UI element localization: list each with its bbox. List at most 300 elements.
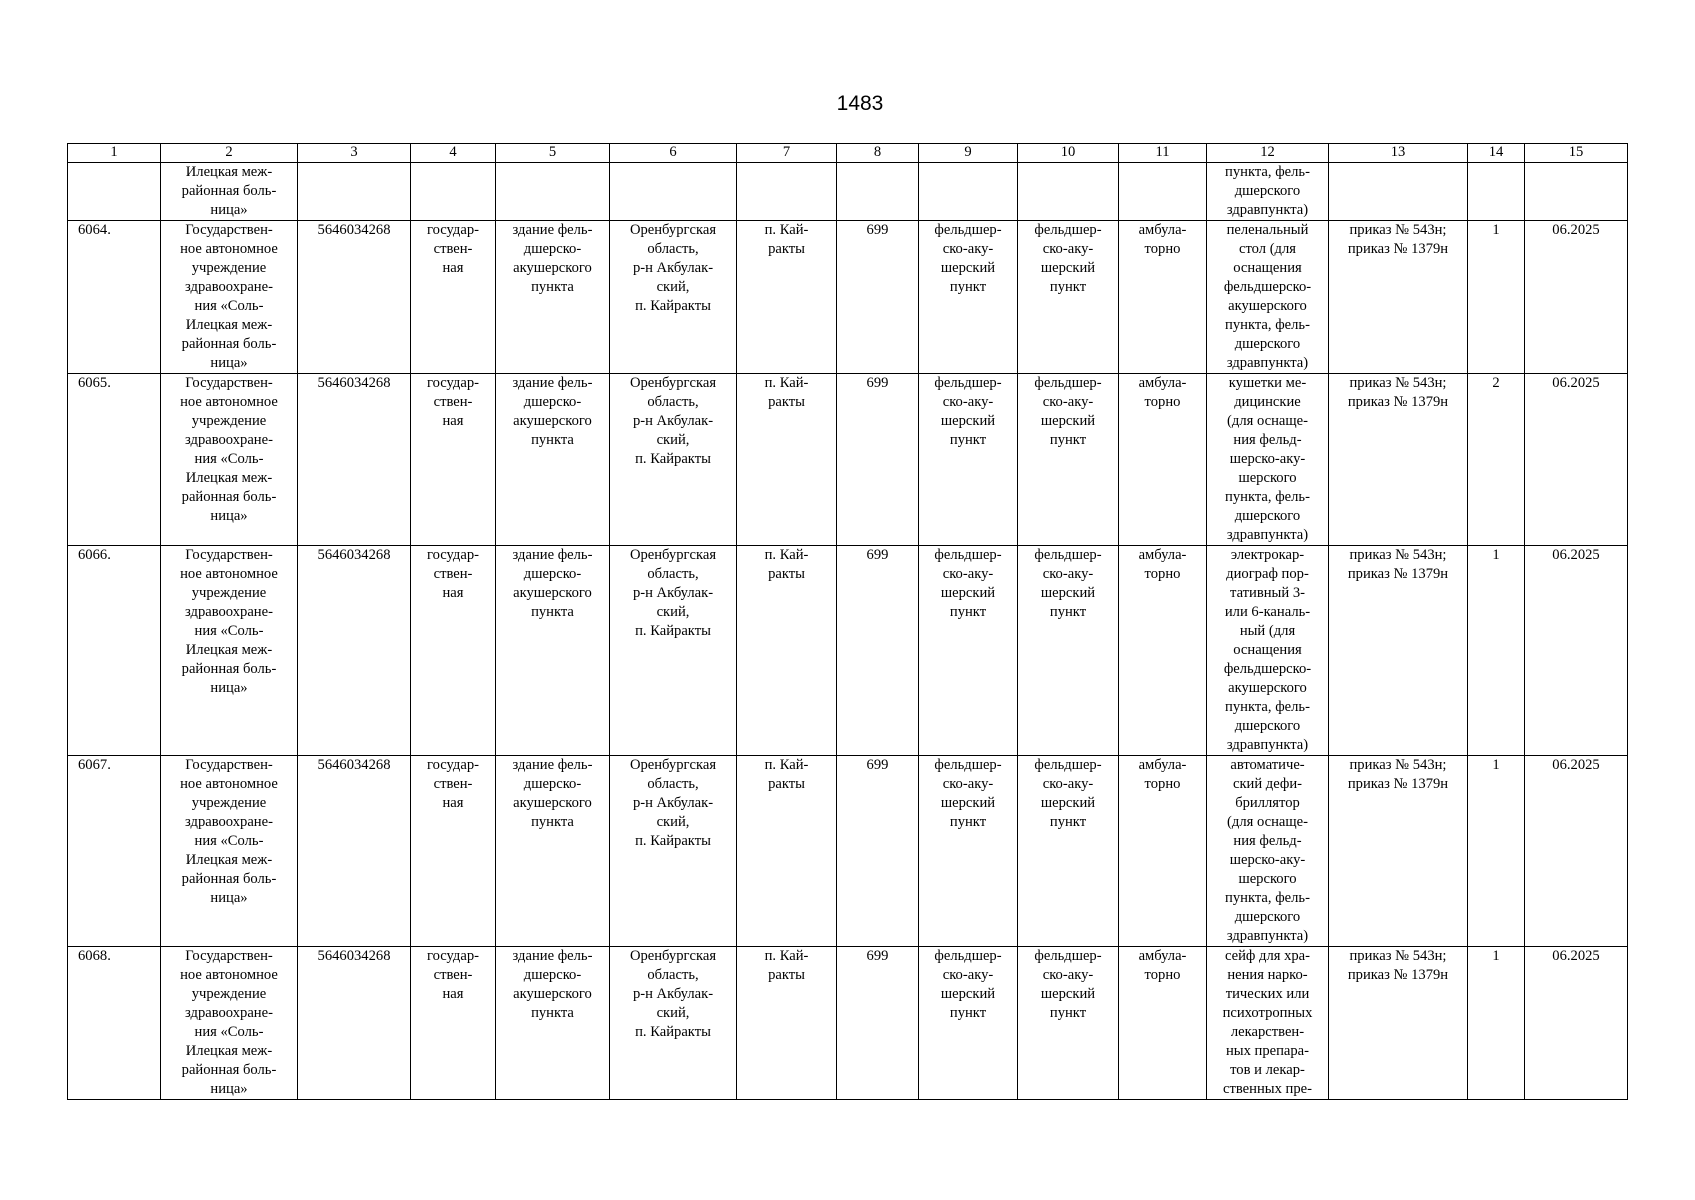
cell-inn: 5646034268 (298, 546, 411, 756)
text-line: ния фельд- (1233, 833, 1302, 849)
text-line: фельдшер- (1034, 948, 1102, 964)
text-line: фельдшер- (934, 547, 1002, 563)
text-line: дшерского (1234, 909, 1301, 925)
text-line: ное автономное (180, 776, 278, 792)
text-line: фельдшерско- (1223, 279, 1312, 295)
text-line: шерский (1040, 260, 1096, 276)
text-line: шерский (1040, 413, 1096, 429)
cell-care-form (1119, 221, 1207, 374)
text-line: учреждение (191, 260, 267, 276)
text-line: пункта, фель- (1225, 699, 1310, 715)
column-header: 15 (1525, 144, 1628, 163)
text-line: п. Кайракты (635, 1024, 711, 1040)
text-line: амбула- (1138, 375, 1187, 391)
text-line: ствен- (433, 967, 473, 983)
column-header: 6 (610, 144, 737, 163)
text-line: п. Кай- (764, 547, 809, 563)
text-line: ный (для (1239, 623, 1296, 639)
text-line: п. Кайракты (635, 623, 711, 639)
text-line: пункт (949, 432, 987, 448)
text-line: оснащения (1233, 260, 1302, 276)
text-line: пункта (531, 279, 574, 295)
text-line: ско-аку- (1042, 241, 1094, 257)
text-line: государ- (426, 375, 479, 391)
cell-facility-type (919, 546, 1018, 756)
table-row (68, 756, 1628, 947)
column-header: 11 (1119, 144, 1207, 163)
text-line: Государствен- (185, 757, 273, 773)
text-line: область, (647, 566, 699, 582)
text-line: ский, (656, 1005, 690, 1021)
text-line: ско-аку- (1042, 394, 1094, 410)
text-line: область, (647, 241, 699, 257)
cell-care-form (1119, 546, 1207, 756)
cell-ownership (411, 756, 496, 947)
text-line: ница» (210, 1081, 248, 1097)
text-line: приказ № 1379н (1347, 967, 1449, 983)
text-line: пункт (1049, 432, 1087, 448)
text-line: Государствен- (185, 547, 273, 563)
text-line: учреждение (191, 986, 267, 1002)
text-line: Илецкая меж- (185, 470, 273, 486)
table-row (68, 374, 1628, 546)
cell-inn: 5646034268 (298, 756, 411, 947)
text-line: ния «Соль- (194, 833, 264, 849)
text-line: фельдшер- (1034, 375, 1102, 391)
text-line: ных препара- (1225, 1043, 1310, 1059)
text-line: здравоохране- (185, 279, 273, 295)
cell-facility-name (1018, 756, 1119, 947)
text-line: ния «Соль- (194, 451, 264, 467)
text-line: психотропных (1222, 1005, 1313, 1021)
text-line: ский, (656, 279, 690, 295)
text-line: здание фель- (512, 222, 593, 238)
text-line: область, (647, 967, 699, 983)
text-line: ствен- (433, 394, 473, 410)
text-line: ница» (210, 508, 248, 524)
cell-basis (1329, 221, 1468, 374)
cell-facility-name (1018, 221, 1119, 374)
cell-population: 699 (837, 947, 919, 1100)
text-line: приказ № 1379н (1347, 394, 1449, 410)
text-line: акушерского (1228, 680, 1307, 696)
text-line: здравоохране- (185, 1005, 273, 1021)
text-line: здравоохране- (185, 814, 273, 830)
text-line: шерский (940, 795, 996, 811)
text-line: ния «Соль- (194, 623, 264, 639)
cell-inn: 5646034268 (298, 374, 411, 546)
cell-num: 6068. (68, 947, 161, 1100)
text-line: ное автономное (180, 241, 278, 257)
text-line: ракты (768, 241, 805, 257)
cell-population: 699 (837, 546, 919, 756)
text-line: районная боль- (181, 871, 277, 887)
text-line: пункт (949, 814, 987, 830)
column-header: 8 (837, 144, 919, 163)
text-line: пункт (949, 279, 987, 295)
text-line: государ- (426, 547, 479, 563)
text-line: шерского (1238, 871, 1297, 887)
text-line: здание фель- (512, 547, 593, 563)
text-line: приказ № 1379н (1347, 241, 1449, 257)
text-line: районная боль- (181, 183, 277, 199)
cell-inn: 5646034268 (298, 947, 411, 1100)
cell-building (496, 546, 610, 756)
cell-num: 6065. (68, 374, 161, 546)
text-line: акушерского (513, 585, 592, 601)
cell-date: 06.2025 (1525, 546, 1628, 756)
text-line: ский дефи- (1232, 776, 1303, 792)
text-line: ский, (656, 432, 690, 448)
text-line: кушетки ме- (1228, 375, 1307, 391)
cell-equipment (1207, 947, 1329, 1100)
text-line: пункт (1049, 1005, 1087, 1021)
text-line: амбула- (1138, 948, 1187, 964)
text-line: акушерского (513, 260, 592, 276)
text-line: п. Кай- (764, 375, 809, 391)
cell-ownership (411, 221, 496, 374)
text-line: пункта, фель- (1225, 317, 1310, 333)
cell-ownership (411, 374, 496, 546)
text-line: районная боль- (181, 489, 277, 505)
cell-qty: 2 (1468, 374, 1525, 546)
text-line: амбула- (1138, 757, 1187, 773)
text-line: п. Кайракты (635, 298, 711, 314)
text-line: здание фель- (512, 948, 593, 964)
text-line: оснащения (1233, 642, 1302, 658)
text-line: дшерско- (523, 394, 582, 410)
cell-facility-type (919, 374, 1018, 546)
text-line: приказ № 1379н (1347, 566, 1449, 582)
cell-basis (1329, 374, 1468, 546)
cell-address (610, 221, 737, 374)
cell-settlement (737, 546, 837, 756)
text-line: Оренбургская (629, 757, 717, 773)
text-line: дшерского (1234, 183, 1301, 199)
text-line: шерский (940, 413, 996, 429)
column-header: 12 (1207, 144, 1329, 163)
text-line: ственных пре- (1223, 1081, 1312, 1097)
text-line: дшерского (1234, 336, 1301, 352)
text-line: приказ № 543н; (1349, 948, 1447, 964)
text-line: приказ № 543н; (1349, 757, 1447, 773)
text-line: ракты (768, 776, 805, 792)
column-header: 4 (411, 144, 496, 163)
text-line: ракты (768, 566, 805, 582)
text-line: Илецкая меж- (185, 852, 273, 868)
cell-num: 6067. (68, 756, 161, 947)
cell-equipment (1207, 546, 1329, 756)
cell-care-form (1119, 756, 1207, 947)
header-row (68, 144, 1628, 163)
text-line: пеленальный (1226, 222, 1309, 238)
cell-org (161, 221, 298, 374)
text-line: дшерско- (523, 967, 582, 983)
text-line: пункта (531, 1005, 574, 1021)
text-line: ствен- (433, 566, 473, 582)
cell-care-form (1119, 947, 1207, 1100)
cell-equipment (1207, 163, 1329, 221)
text-line: или 6-каналь- (1224, 604, 1311, 620)
column-header: 2 (161, 144, 298, 163)
text-line: государ- (426, 757, 479, 773)
registry-table (67, 143, 1628, 1100)
text-line: Оренбургская (629, 948, 717, 964)
text-line: шерско-аку- (1229, 451, 1306, 467)
text-line: ния фельд- (1233, 432, 1302, 448)
cell-population: 699 (837, 221, 919, 374)
text-line: государ- (426, 948, 479, 964)
cell-num (68, 163, 161, 221)
text-line: приказ № 1379н (1347, 776, 1449, 792)
cell-date: 06.2025 (1525, 221, 1628, 374)
cell-facility-name (1018, 947, 1119, 1100)
text-line: шерско-аку- (1229, 852, 1306, 868)
text-line: р-н Акбулак- (632, 413, 714, 429)
table-row (68, 947, 1628, 1100)
cell-address (610, 756, 737, 947)
text-line: ствен- (433, 776, 473, 792)
cell-care-form (1119, 374, 1207, 546)
text-line: Илецкая меж- (185, 642, 273, 658)
cell-address (610, 947, 737, 1100)
text-line: торно (1144, 241, 1181, 257)
text-line: ная (442, 260, 464, 276)
cell-num: 6064. (68, 221, 161, 374)
table-row (68, 546, 1628, 756)
text-line: диограф пор- (1226, 566, 1309, 582)
cell-facility-type (919, 221, 1018, 374)
text-line: приказ № 543н; (1349, 375, 1447, 391)
cell-settlement (737, 947, 837, 1100)
cell-population: 699 (837, 374, 919, 546)
text-line: (для оснаще- (1227, 413, 1308, 429)
text-line: Оренбургская (629, 547, 717, 563)
text-line: фельдшерско- (1223, 661, 1312, 677)
text-line: ная (442, 585, 464, 601)
text-line: ракты (768, 394, 805, 410)
text-line: (для оснаще- (1227, 814, 1308, 830)
cell-equipment (1207, 374, 1329, 546)
text-line: фельдшер- (1034, 547, 1102, 563)
text-line: пункта, фель- (1225, 164, 1310, 180)
text-line: ная (442, 986, 464, 1002)
cell-inn: 5646034268 (298, 221, 411, 374)
text-line: акушерского (1228, 298, 1307, 314)
text-line: п. Кайракты (635, 833, 711, 849)
cell-ownership (411, 947, 496, 1100)
text-line: шерский (1040, 795, 1096, 811)
text-line: приказ № 543н; (1349, 547, 1447, 563)
cell-num: 6066. (68, 546, 161, 756)
text-line: ский, (656, 814, 690, 830)
text-line: ное автономное (180, 394, 278, 410)
cell-facility-type (919, 756, 1018, 947)
cell-date: 06.2025 (1525, 947, 1628, 1100)
cell-equipment (1207, 221, 1329, 374)
text-line: торно (1144, 566, 1181, 582)
text-line: ско-аку- (942, 967, 994, 983)
cell-settlement (737, 374, 837, 546)
text-line: дшерско- (523, 241, 582, 257)
text-line: амбула- (1138, 222, 1187, 238)
text-line: стол (для (1239, 241, 1296, 257)
page-number: 1483 (836, 92, 884, 115)
text-line: здание фель- (512, 757, 593, 773)
text-line: ница» (210, 355, 248, 371)
text-line: ствен- (433, 241, 473, 257)
text-line: р-н Акбулак- (632, 260, 714, 276)
text-line: шерский (940, 585, 996, 601)
cell-basis (1329, 947, 1468, 1100)
text-line: Илецкая меж- (185, 317, 273, 333)
text-line: ния «Соль- (194, 298, 264, 314)
cell-org (161, 756, 298, 947)
text-line: ная (442, 795, 464, 811)
text-line: фельдшер- (934, 757, 1002, 773)
text-line: бриллятор (1235, 795, 1300, 811)
text-line: ско-аку- (942, 394, 994, 410)
column-header: 10 (1018, 144, 1119, 163)
cell-date: 06.2025 (1525, 374, 1628, 546)
text-line: тических или (1225, 986, 1310, 1002)
text-line: ско-аку- (942, 566, 994, 582)
text-line: Государствен- (185, 948, 273, 964)
text-line: здание фель- (512, 375, 593, 391)
cell-settlement (737, 756, 837, 947)
text-line: сейф для хра- (1224, 948, 1311, 964)
text-line: ное автономное (180, 967, 278, 983)
text-line: приказ № 543н; (1349, 222, 1447, 238)
text-line: ский, (656, 604, 690, 620)
column-header: 1 (68, 144, 161, 163)
text-line: дицинские (1234, 394, 1301, 410)
text-line: Оренбургская (629, 375, 717, 391)
text-line: пункт (1049, 604, 1087, 620)
column-header: 13 (1329, 144, 1468, 163)
text-line: р-н Акбулак- (632, 585, 714, 601)
cell-org (161, 163, 298, 221)
column-header: 9 (919, 144, 1018, 163)
text-line: пункта (531, 604, 574, 620)
registry-rows (68, 221, 1628, 1100)
text-line: дшерского (1234, 718, 1301, 734)
text-line: амбула- (1138, 547, 1187, 563)
continuation-row (68, 163, 1628, 221)
text-line: п. Кай- (764, 757, 809, 773)
text-line: электрокар- (1230, 547, 1305, 563)
cell-address (610, 546, 737, 756)
text-line: ско-аку- (1042, 776, 1094, 792)
text-line: лекарствен- (1230, 1024, 1305, 1040)
text-line: ско-аку- (942, 776, 994, 792)
text-line: пункта, фель- (1225, 489, 1310, 505)
text-line: автоматиче- (1230, 757, 1305, 773)
text-line: п. Кай- (764, 948, 809, 964)
text-line: тов и лекар- (1230, 1062, 1305, 1078)
text-line: дшерско- (523, 776, 582, 792)
column-header: 7 (737, 144, 837, 163)
text-line: учреждение (191, 585, 267, 601)
cell-qty: 1 (1468, 947, 1525, 1100)
cell-org (161, 546, 298, 756)
text-line: Оренбургская (629, 222, 717, 238)
text-line: районная боль- (181, 661, 277, 677)
text-line: ско-аку- (1042, 566, 1094, 582)
table-row (68, 221, 1628, 374)
text-line: ница» (210, 680, 248, 696)
column-header: 5 (496, 144, 610, 163)
cell-date: 06.2025 (1525, 756, 1628, 947)
text-line: пункт (1049, 814, 1087, 830)
text-line: акушерского (513, 795, 592, 811)
text-line: пункт (949, 1005, 987, 1021)
text-line: область, (647, 776, 699, 792)
text-line: р-н Акбулак- (632, 986, 714, 1002)
cell-building (496, 374, 610, 546)
cell-qty: 1 (1468, 756, 1525, 947)
cell-building (496, 221, 610, 374)
text-line: здравпункта) (1226, 202, 1309, 218)
text-line: фельдшер- (934, 948, 1002, 964)
text-line: здравпункта) (1226, 928, 1309, 944)
text-line: шерский (940, 260, 996, 276)
text-line: здравоохране- (185, 432, 273, 448)
text-line: пункта (531, 814, 574, 830)
text-line: пункт (1049, 279, 1087, 295)
column-header: 3 (298, 144, 411, 163)
text-line: дшерского (1234, 508, 1301, 524)
text-line: торно (1144, 967, 1181, 983)
text-line: районная боль- (181, 336, 277, 352)
text-line: шерского (1238, 470, 1297, 486)
cell-address (610, 374, 737, 546)
text-line: нения нарко- (1227, 967, 1308, 983)
text-line: здравпункта) (1226, 527, 1309, 543)
text-line: учреждение (191, 413, 267, 429)
text-line: ница» (210, 202, 248, 218)
text-line: акушерского (513, 986, 592, 1002)
text-line: шерский (1040, 986, 1096, 1002)
text-line: Государствен- (185, 375, 273, 391)
text-line: п. Кай- (764, 222, 809, 238)
cell-facility-name (1018, 546, 1119, 756)
text-line: область, (647, 394, 699, 410)
cell-settlement (737, 221, 837, 374)
text-line: здравоохране- (185, 604, 273, 620)
cell-facility-type (919, 947, 1018, 1100)
cell-ownership (411, 546, 496, 756)
cell-org (161, 374, 298, 546)
text-line: ница» (210, 890, 248, 906)
text-line: здравпункта) (1226, 355, 1309, 371)
text-line: тативный 3- (1230, 585, 1305, 601)
text-line: ная (442, 413, 464, 429)
text-line: фельдшер- (1034, 757, 1102, 773)
text-line: ное автономное (180, 566, 278, 582)
text-line: ско-аку- (1042, 967, 1094, 983)
text-line: п. Кайракты (635, 451, 711, 467)
cell-qty: 1 (1468, 221, 1525, 374)
cell-basis (1329, 756, 1468, 947)
text-line: пункт (949, 604, 987, 620)
column-header: 14 (1468, 144, 1525, 163)
text-line: торно (1144, 776, 1181, 792)
cell-qty: 1 (1468, 546, 1525, 756)
cell-population: 699 (837, 756, 919, 947)
cell-building (496, 756, 610, 947)
cell-basis (1329, 546, 1468, 756)
